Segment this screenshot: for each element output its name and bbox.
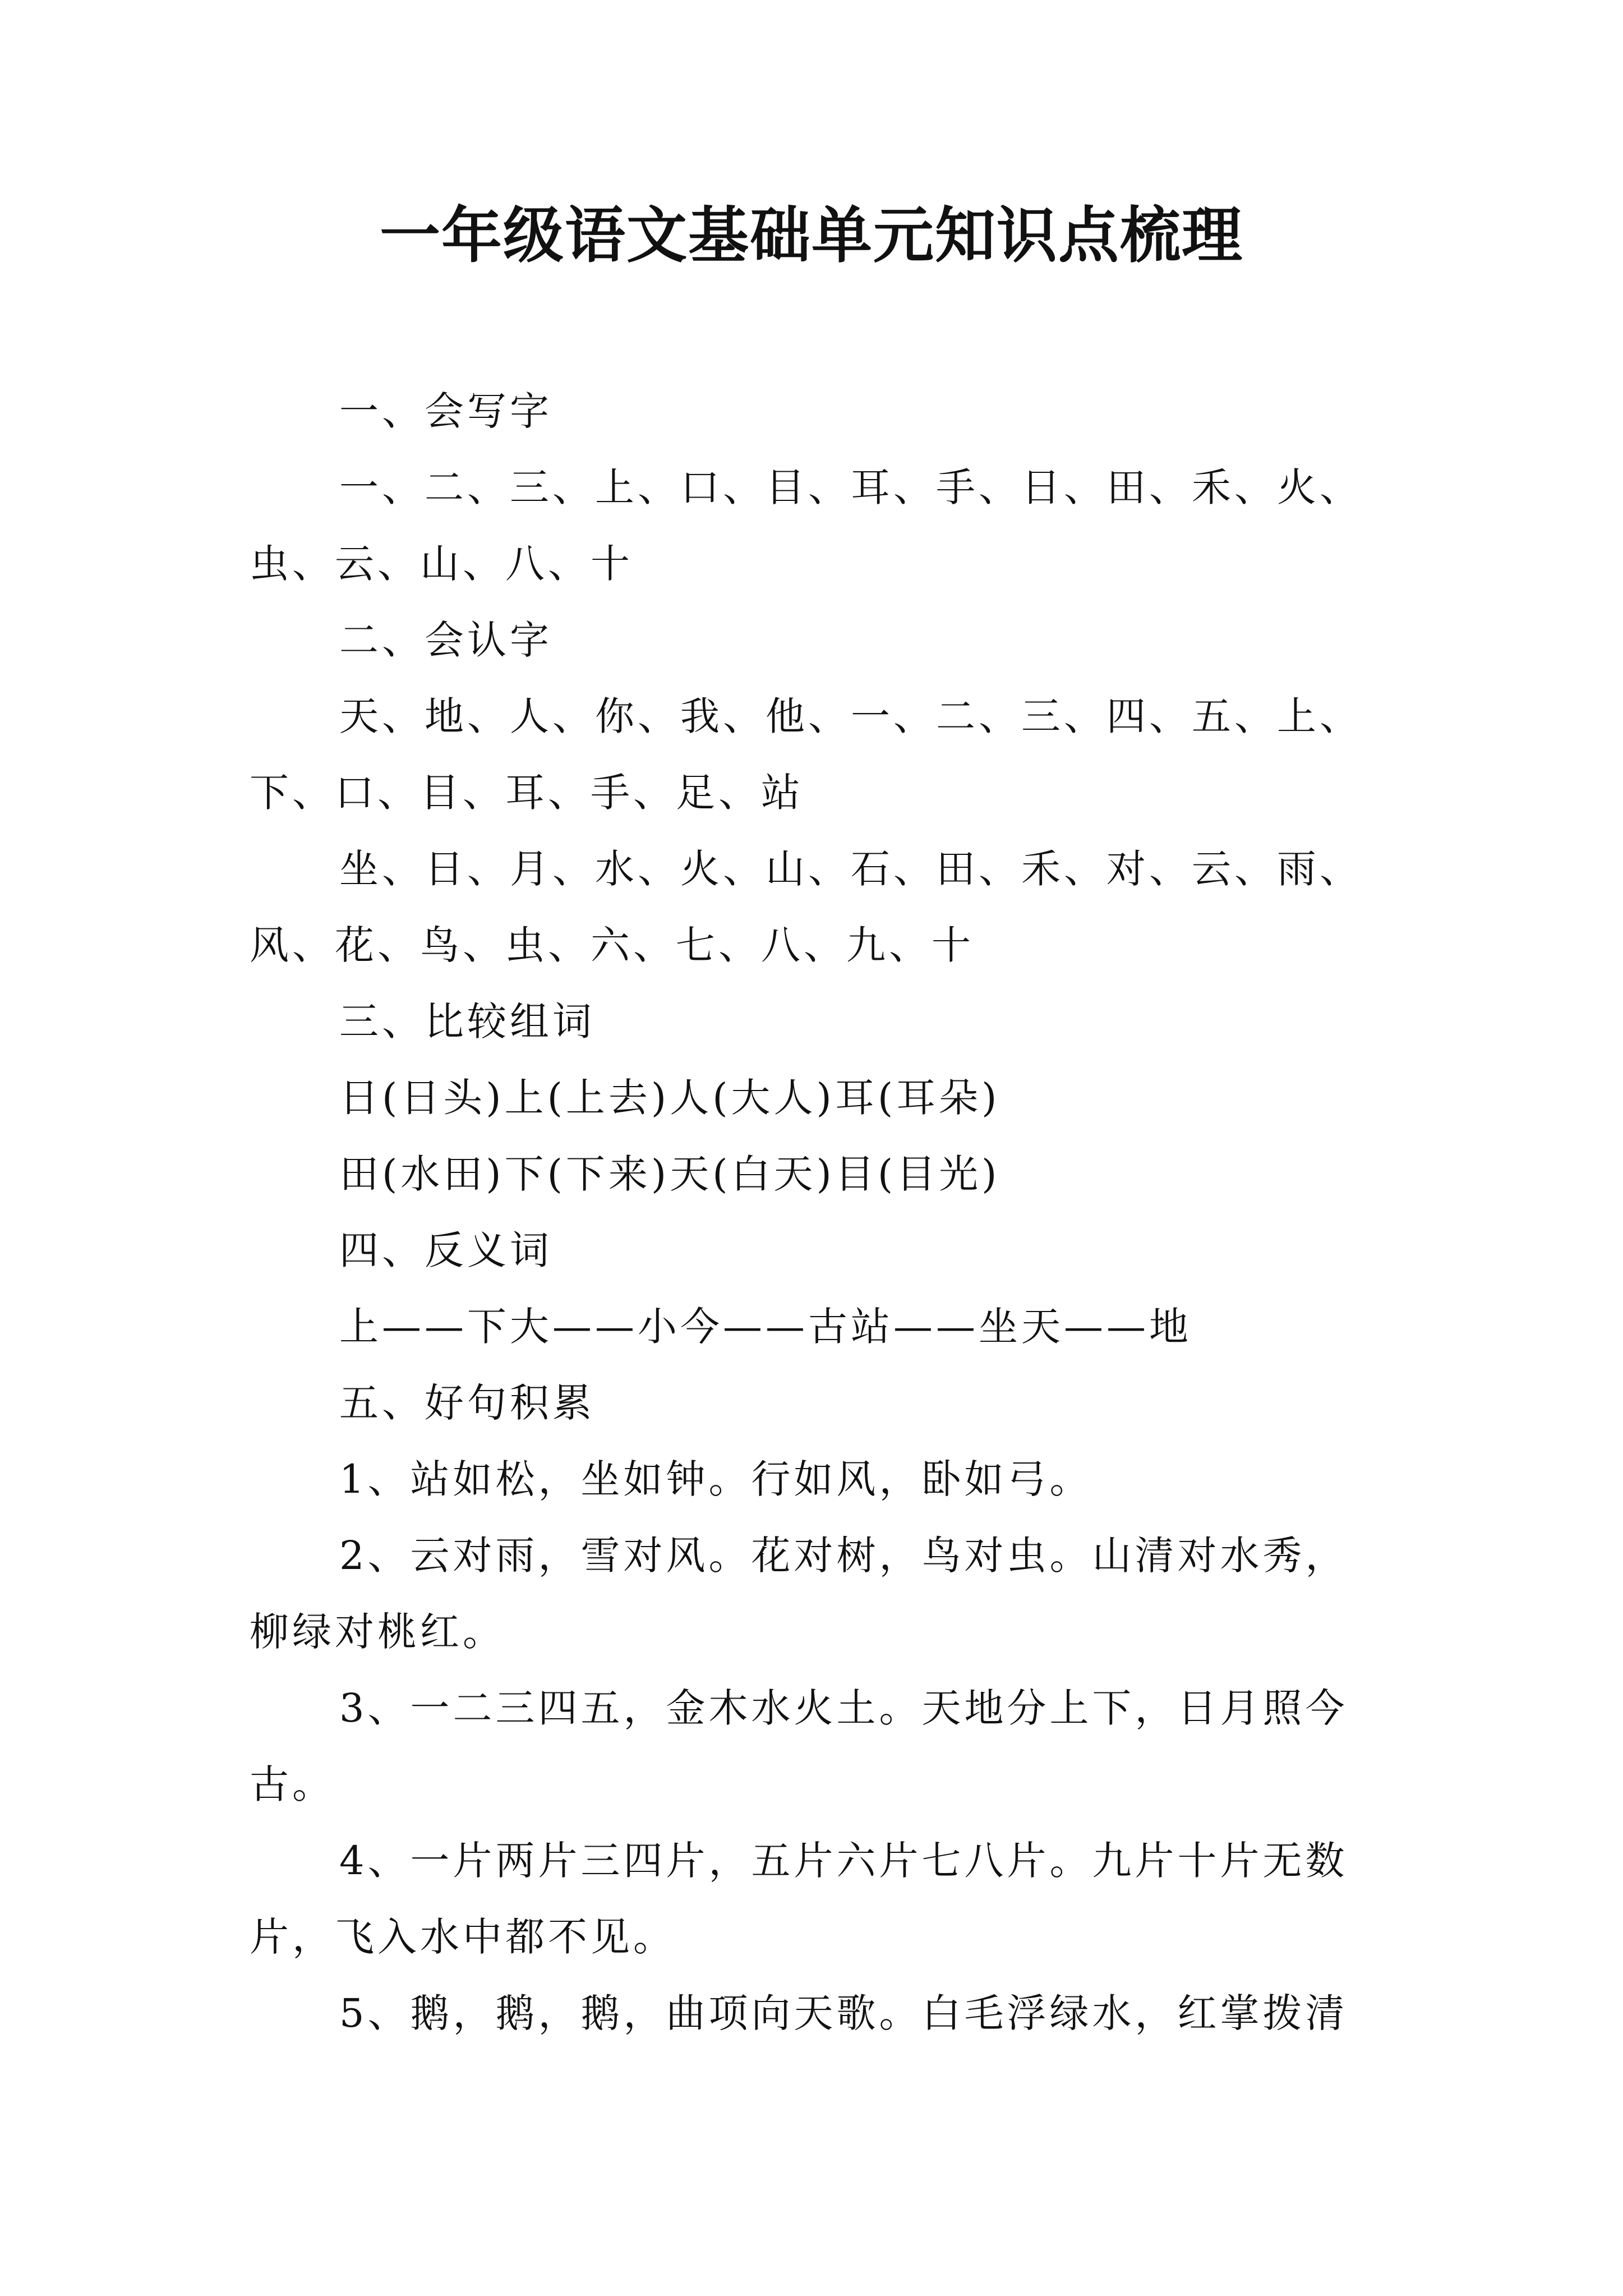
section-heading: 四、反义词 [339, 1227, 552, 1273]
text-line: 3、一二三四五，金木水火土。天地分上下，日月照今 [339, 1685, 1348, 1731]
text-line: 5、鹅，鹅，鹅，曲项向天歌。白毛浮绿水，红掌拨清 [339, 1990, 1348, 2036]
text-line: 柳绿对桃红。 [250, 1609, 505, 1655]
text-line: 日(日头)上(上去)人(大人)耳(耳朵) [339, 1075, 1000, 1121]
text-line: 古。 [250, 1761, 335, 1807]
text-line: 2、云对雨，雪对风。花对树，鸟对虫。山清对水秀， [339, 1533, 1348, 1579]
text-line: 坐、日、月、水、火、山、石、田、禾、对、云、雨、 [339, 846, 1362, 892]
text-line: 田(水田)下(下来)天(白天)目(目光) [339, 1151, 1000, 1197]
text-line: 片，飞入水中都不见。 [250, 1914, 676, 1960]
section-heading: 五、好句积累 [339, 1380, 595, 1426]
section-heading: 二、会认字 [339, 617, 552, 663]
section-heading: 一、会写字 [339, 388, 552, 434]
document-title: 一年级语文基础单元知识点梳理 [379, 200, 1243, 271]
text-line: 虫、云、山、八、十 [250, 541, 633, 587]
document-body [250, 373, 1399, 2051]
text-line: 上——下大——小今——古站——坐天——地 [339, 1304, 1192, 1350]
section-heading: 三、比较组词 [339, 999, 595, 1045]
text-line: 4、一片两片三四片，五片六片七八片。九片十片无数 [339, 1838, 1348, 1884]
text-line: 一、二、三、上、口、目、耳、手、日、田、禾、火、 [339, 464, 1362, 510]
text-line: 风、花、鸟、虫、六、七、八、九、十 [250, 922, 974, 968]
text-line: 天、地、人、你、我、他、一、二、三、四、五、上、 [339, 693, 1362, 739]
text-line: 1、站如松，坐如钟。行如风，卧如弓。 [339, 1456, 1092, 1502]
text-line: 下、口、目、耳、手、足、站 [250, 770, 804, 816]
